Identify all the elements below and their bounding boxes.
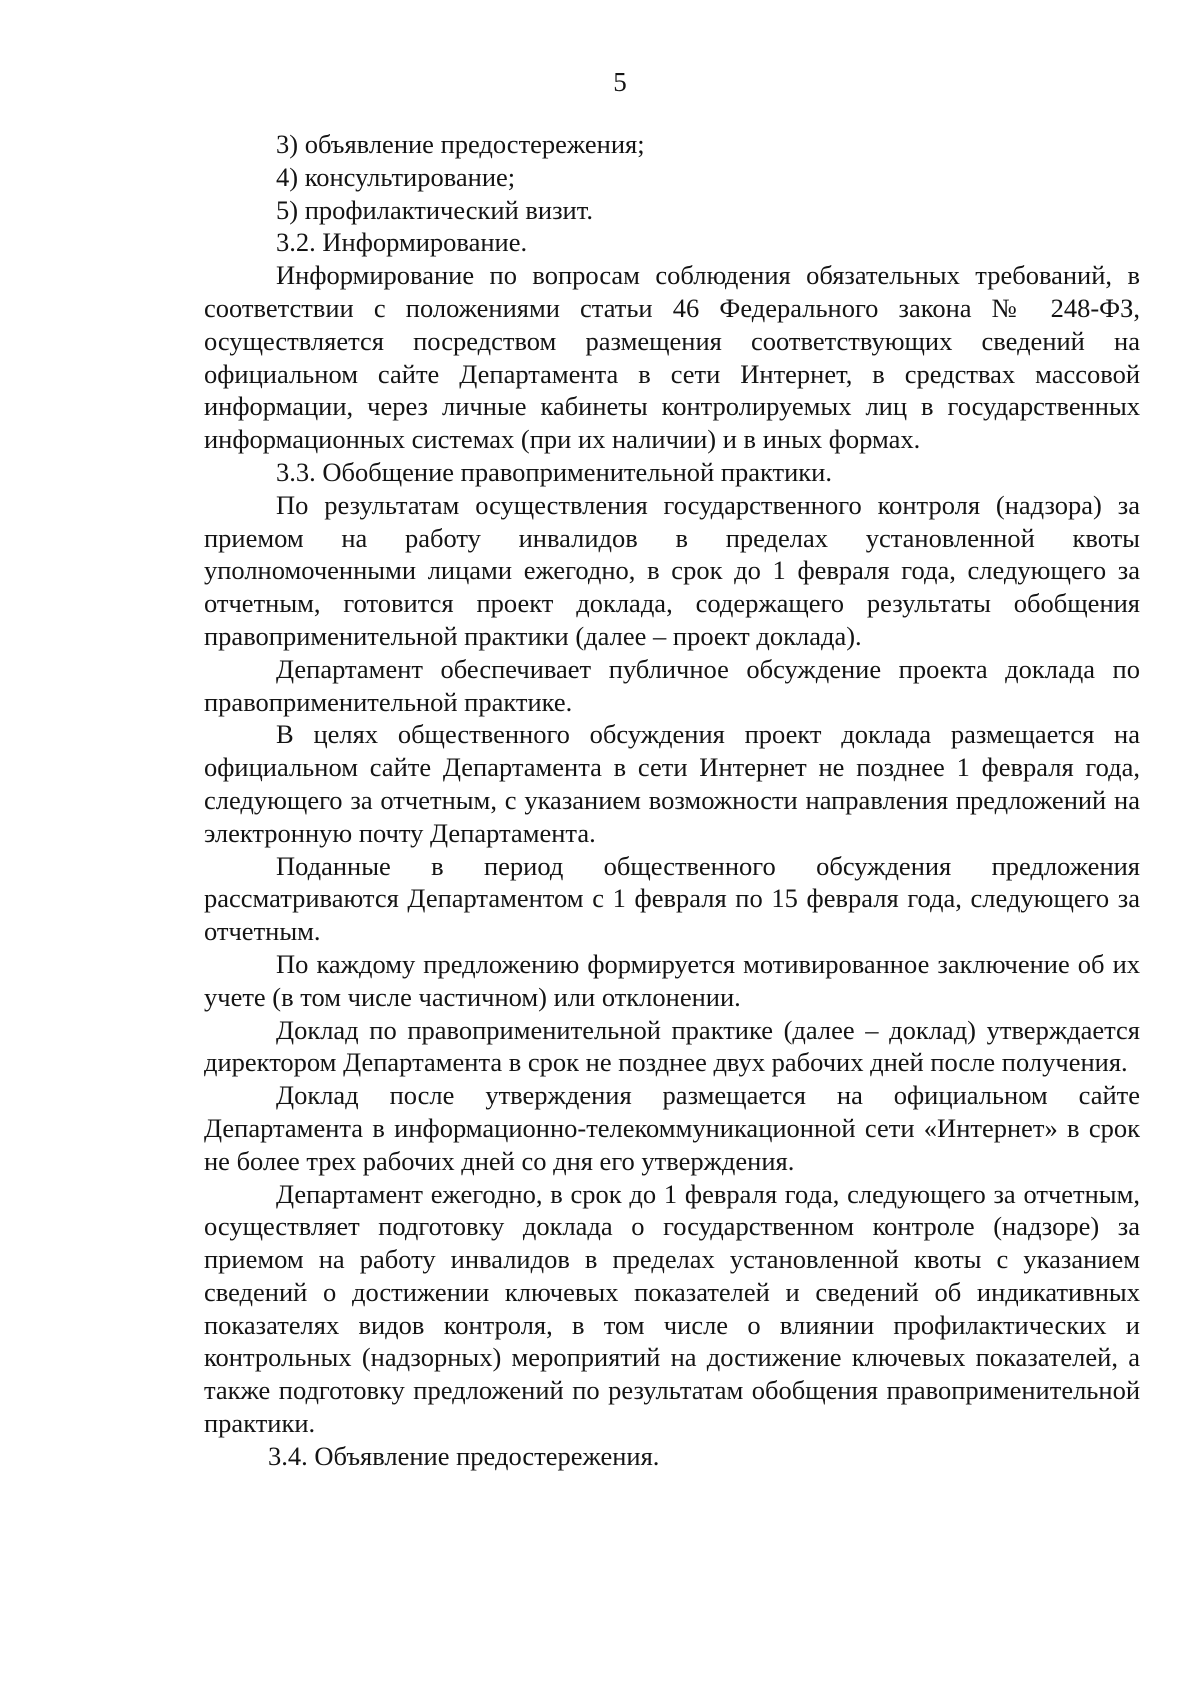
paragraph-annual-report: Департамент ежегодно, в срок до 1 февраля года, следующего за отчетным, осуществляет подготовку доклада о государственном контроле (надзоре) за приемом на работу инвалидов в пределах установленной квоты с указанием сведений о достижении ключевых показателей и сведений об индикативных показателях видов контроля, в том числе о влиянии профилактических и контрольных (надзорных) мероприятий на достижение ключевых показателей, а также подготовку предложений по результатам обобщения правоприменительной практики.	[204, 1178, 1140, 1439]
paragraph-draft-publication: В целях общественного обсуждения проект доклада размещается на официальном сайте Департамента в сети Интернет не позднее 1 февраля года, следующего за отчетным, с указанием возможности направления предложений на электронную почту Департамента.	[204, 719, 1140, 848]
document-body	[204, 128, 1140, 1473]
paragraph-report-approval: Доклад по правоприменительной практике (далее – доклад) утверждается директором Департамента в срок не позднее двух рабочих дней после получения.	[204, 1014, 1140, 1078]
section-heading-3-3: 3.3. Обобщение правоприменительной практики.	[276, 456, 832, 487]
paragraph-public-discussion: Департамент обеспечивает публичное обсуждение проекта доклада по правоприменительной практике.	[204, 653, 1140, 717]
paragraph-proposals-review: Поданные в период общественного обсуждения предложения рассматриваются Департаментом с 1 февраля по 15 февраля года, следующего за отчетным.	[204, 850, 1140, 947]
section-heading-3-4: 3.4. Объявление предостережения.	[268, 1440, 660, 1471]
paragraph-report-publication: Доклад после утверждения размещается на официальном сайте Департамента в информационно-телекоммуникационной сети «Интернет» в срок не более трех рабочих дней со дня его утверждения.	[204, 1080, 1140, 1176]
paragraph-reasoned-conclusion: По каждому предложению формируется мотивированное заключение об их учете (в том числе частичном) или отклонении.	[204, 948, 1140, 1012]
list-item-preventive-visit: 5) профилактический визит.	[276, 194, 593, 225]
list-item-warning: 3) объявление предостережения;	[276, 129, 645, 159]
page-number: 5	[613, 67, 627, 97]
paragraph-report-draft: По результатам осуществления государственного контроля (надзора) за приемом на работу инвалидов в пределах установленной квоты уполномоченными лицами ежегодно, в срок до 1 февраля года, следующего за отчетным, готовится проект доклада, содержащего результаты обобщения правоприменительной практики (далее – проект доклада).	[204, 489, 1140, 651]
paragraph-informing: Информирование по вопросам соблюдения обязательных требований, в соответствии с положениями статьи 46 Федерального закона № 248-ФЗ, осуществляется посредством размещения соответствующих сведений на официальном сайте Департамента в сети Интернет, в средствах массовой информации, через личные кабинеты контролируемых лиц в государственных информационных системах (при их наличии) и в иных формах.	[204, 260, 1140, 455]
section-heading-3-2: 3.2. Информирование.	[276, 227, 528, 258]
list-item-consulting: 4) консультирование;	[276, 161, 516, 192]
